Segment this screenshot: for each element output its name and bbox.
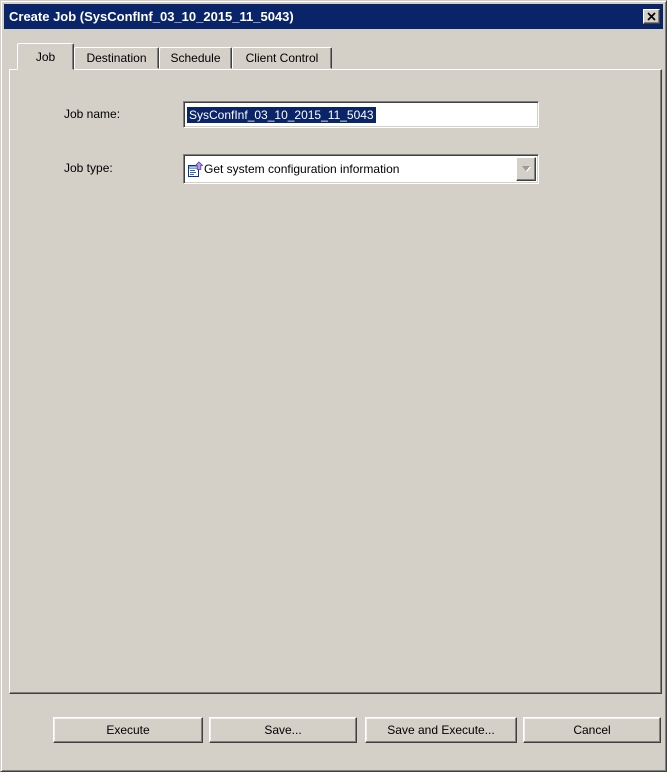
- save-button[interactable]: Save...: [209, 717, 357, 743]
- job-type-combobox[interactable]: [183, 154, 539, 184]
- window-title: Create Job (SysConfInf_03_10_2015_11_5043): [9, 9, 294, 24]
- job-type-dropdown-button[interactable]: [516, 157, 536, 181]
- document-with-up-arrow-icon: [187, 161, 204, 178]
- execute-button[interactable]: Execute: [53, 717, 203, 743]
- job-type-label: Job type:: [64, 161, 113, 175]
- tab-client-control-label: Client Control: [245, 51, 319, 65]
- chevron-down-icon: [522, 166, 531, 172]
- job-tab-panel: [9, 69, 662, 694]
- close-button[interactable]: [643, 9, 660, 24]
- job-name-label: Job name:: [64, 107, 121, 121]
- close-icon: [647, 10, 656, 24]
- tab-client-control[interactable]: [232, 47, 332, 69]
- job-name-input[interactable]: [183, 101, 539, 128]
- titlebar[interactable]: [4, 4, 663, 29]
- tab-destination[interactable]: [74, 47, 159, 69]
- tab-job-label: Job: [35, 49, 56, 64]
- tab-schedule[interactable]: [159, 47, 232, 69]
- cancel-button[interactable]: Cancel: [523, 717, 661, 743]
- tab-job[interactable]: [17, 43, 74, 70]
- tab-schedule-label: Schedule: [170, 51, 221, 65]
- job-type-value: Get system configuration information: [204, 162, 400, 176]
- tab-strip: [17, 43, 332, 70]
- save-and-execute-button[interactable]: Save and Execute...: [365, 717, 517, 743]
- tab-destination-label: Destination: [86, 51, 147, 65]
- job-name-value: SysConfInf_03_10_2015_11_5043: [189, 107, 374, 122]
